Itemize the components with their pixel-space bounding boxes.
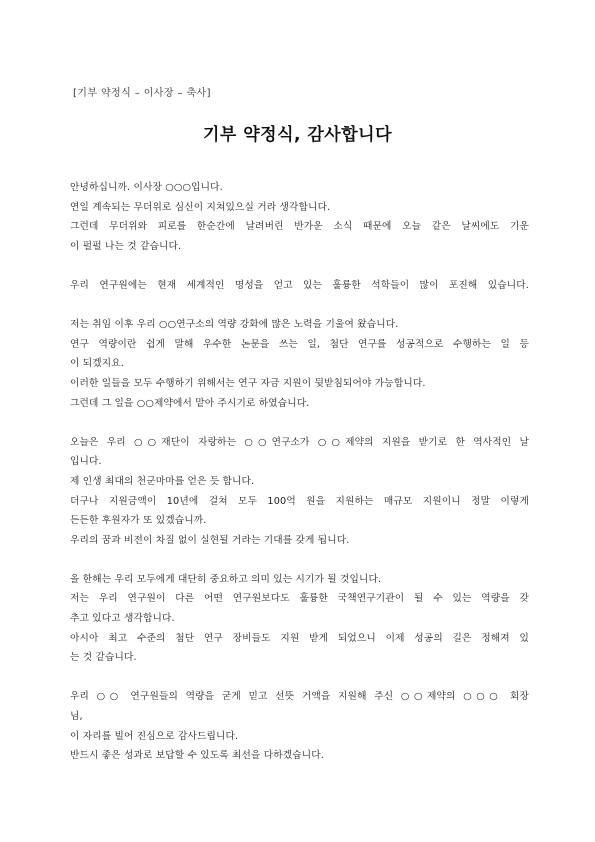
paragraph-line: 오늘은 우리 ○○재단이 자랑하는 ○○연구소가 ○○제약의 지원을 받기로 한 역사적인 날 bbox=[70, 436, 529, 448]
paragraph-line: 올 한해는 우리 모두에게 대단히 중요하고 의미 있는 시기가 될 것입니다. bbox=[70, 573, 382, 585]
paragraph-gap bbox=[70, 256, 529, 276]
paragraph-line: 연구 역량이란 쉽게 말해 우수한 논문을 쓰는 일, 첨단 연구를 성공적으로 수행하는 일 등 bbox=[70, 338, 529, 350]
document-category-label: [기부 약정식 – 이사장 – 축사] bbox=[73, 88, 211, 99]
paragraph-line: 그런데 그 일을 ○○제약에서 맡아 주시기로 하였습니다. bbox=[70, 397, 310, 409]
document-title: 기부 약정식, 감사합니다 bbox=[202, 125, 392, 145]
paragraph-line: 저는 우리 연구원이 다른 어떤 연구원보다도 훌륭한 국책연구기관이 될 수 있는 역량을 갖 bbox=[70, 593, 529, 605]
paragraph-line: 입니다. bbox=[70, 456, 102, 468]
paragraph-gap bbox=[70, 413, 529, 433]
paragraph-line: 아시아 최고 수준의 첨단 연구 장비들도 지원 받게 되었으니 이제 성공의 길은 정해져 있 bbox=[70, 632, 529, 644]
paragraph-line: 그런데 무더위와 피로를 한순간에 날려버린 반가운 소식 때문에 오늘 같은 날씨에도 기운 bbox=[70, 221, 529, 233]
paragraph-line: 안녕하십니까. 이사장 ○○○입니다. bbox=[70, 182, 223, 193]
paragraph-gap bbox=[70, 550, 529, 570]
paragraph-line: 추고 있다고 생각합니다. bbox=[70, 613, 175, 625]
document-body bbox=[70, 178, 529, 766]
paragraph-line: 제 인생 최대의 천군마마를 얻은 듯 합니다. bbox=[70, 475, 255, 487]
paragraph-line: 이 펄펄 나는 것 같습니다. bbox=[70, 240, 182, 252]
paragraph-line: 우리 연구원에는 현재 세계적인 명성을 얻고 있는 훌륭한 석학들이 많이 포진해 있습니다. bbox=[70, 279, 529, 291]
paragraph-line: 이 되겠지요. bbox=[70, 358, 124, 370]
paragraph-line: 우리 ○○ 연구원들의 역량을 굳게 믿고 선뜻 거액을 지원해 주신 ○○제약의 ○○○ 회장 bbox=[70, 691, 529, 703]
paragraph-line: 저는 취임 이후 우리 ○○연구소의 역량 강화에 많은 노력을 기울여 왔습니다. bbox=[70, 319, 399, 331]
paragraph-line: 더구나 지원금액이 10년에 걸쳐 모두 100억 원을 지원하는 매규모 지원이니 정말 이렇게 bbox=[70, 495, 529, 507]
paragraph-gap bbox=[70, 668, 529, 688]
paragraph-line: 연일 계속되는 무더위로 심신이 지쳐있으실 거라 생각합니다. bbox=[70, 201, 331, 213]
paragraph-line: 든든한 후원자가 또 있겠습니까. bbox=[70, 515, 207, 527]
paragraph-line: 이러한 일들을 모두 수행하기 위해서는 연구 자금 지원이 뒷받침되어야 가능합니다. bbox=[70, 377, 426, 389]
paragraph-line: 이 자리를 빌어 진심으로 감사드립니다. bbox=[70, 730, 239, 742]
paragraph-gap bbox=[70, 296, 529, 316]
paragraph-line: 님, bbox=[70, 711, 83, 723]
paragraph-line: 반드시 좋은 성과로 보답할 수 있도록 최선을 다하겠습니다. bbox=[70, 750, 325, 762]
paragraph-line: 는 것 같습니다. bbox=[70, 652, 137, 664]
paragraph-line: 우리의 꿈과 비전이 차질 없이 실현될 거라는 기대를 갖게 됩니다. bbox=[70, 534, 350, 546]
